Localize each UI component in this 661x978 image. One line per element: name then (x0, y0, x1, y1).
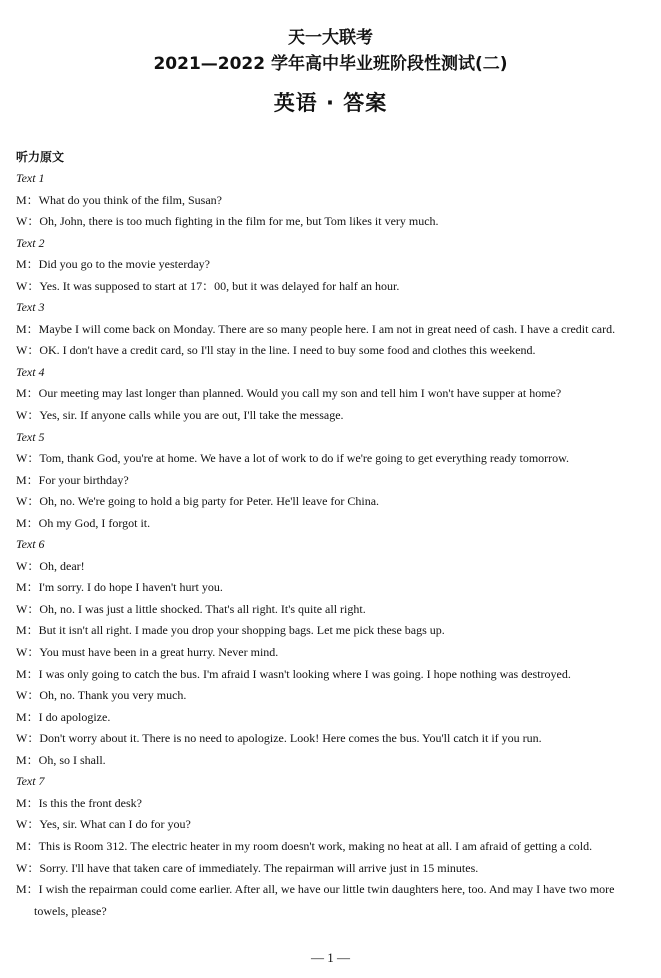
dialogue-line (16, 728, 648, 750)
speaker-label: M： (16, 192, 39, 207)
speaker-label: W： (16, 494, 40, 509)
dialogue-line (16, 707, 648, 729)
speaker-label: M： (16, 386, 39, 401)
subject-title: 英语 · 答案 (273, 91, 388, 115)
dialogue-text: I do apologize. (38, 709, 111, 724)
speaker-label: M： (16, 472, 39, 487)
dialogue-line (16, 470, 648, 492)
dialogue-text: I'm sorry. I do hope I haven't hurt you. (38, 580, 223, 595)
dialogue-text: Is this the front desk? (38, 795, 142, 810)
speaker-label: M： (16, 321, 39, 336)
speaker-label: W： (16, 817, 40, 832)
dialogue-text: This is Room 312. The electric heater in my room doesn't work, making no heat at all. I am afraid of getting a cold. (38, 838, 593, 853)
speaker-label: W： (16, 451, 40, 466)
speaker-label: M： (16, 795, 39, 810)
dialogue-line (16, 448, 648, 470)
dialogue-text: You must have been in a great hurry. Never mind. (39, 645, 279, 660)
dialogue-line (16, 793, 648, 815)
dialogue-text: OK. I don't have a credit card, so I'll stay in the line. I need to buy some food and clothes this weekend. (39, 343, 536, 358)
dialogue-text: Don't worry about it. There is no need to apologize. Look! Here comes the bus. You'll catch it if you run. (39, 731, 542, 746)
dialogue-text: Oh, so I shall. (38, 752, 106, 767)
dialogue-text: Oh my God, I forgot it. (38, 515, 151, 530)
dialogue-text: What do you think of the film, Susan? (38, 192, 222, 207)
text-label: Text 1 (16, 171, 45, 185)
dialogue-text: I wish the repairman could come earlier. After all, we have our little twin daughters here, too. And may I have two more towels, please? (34, 882, 615, 918)
speaker-label: W： (16, 214, 40, 229)
dialogue-line (16, 405, 648, 427)
dialogue-text: Oh, no. Thank you very much. (39, 688, 187, 703)
dialogue-line (16, 513, 648, 535)
dialogue-line (16, 577, 648, 599)
dialogue-line (16, 491, 648, 513)
dialogue-line (16, 836, 648, 858)
text-label: Text 3 (16, 300, 45, 315)
speaker-label: W： (16, 860, 40, 875)
speaker-label: M： (16, 257, 39, 272)
exam-title: 2021—2022 学年高中毕业班阶段性测试(二) (153, 54, 508, 74)
dialogue-line (16, 319, 648, 341)
dialogue-text: Maybe I will come back on Monday. There are so many people here. I am not in great need of cash. I have a credit card. (38, 321, 616, 336)
dialogue-line (16, 879, 648, 922)
dialogue-line (16, 276, 648, 298)
dialogue-line (16, 664, 648, 686)
speaker-label: M： (16, 838, 39, 853)
dialogue-line (16, 254, 648, 276)
dialogue-line (16, 190, 648, 212)
text-label: Text 2 (16, 235, 45, 250)
page-number: — 1 — (311, 950, 350, 965)
exam-organizer: 天一大联考 (288, 28, 373, 48)
dialogue-text: But it isn't all right. I made you drop your shopping bags. Let me pick these bags up. (38, 623, 445, 638)
speaker-label: M： (16, 752, 39, 767)
dialogue-line (16, 642, 648, 664)
speaker-label: M： (16, 666, 39, 681)
transcript (16, 168, 648, 922)
dialogue-text: Our meeting may last longer than planned. Would you call my son and tell him I won't have supper at home? (38, 386, 562, 401)
speaker-label: W： (16, 408, 40, 423)
section-title: 听力原文 (16, 150, 65, 164)
dialogue-line (16, 620, 648, 642)
dialogue-line (16, 556, 648, 578)
dialogue-line (16, 814, 648, 836)
speaker-label: M： (16, 709, 39, 724)
speaker-label: W： (16, 688, 40, 703)
speaker-label: M： (16, 882, 39, 897)
dialogue-text: For your birthday? (38, 472, 129, 487)
text-label: Text 5 (16, 429, 45, 444)
document-header (0, 0, 661, 116)
dialogue-text: Oh, no. We're going to hold a big party for Peter. He'll leave for China. (39, 494, 380, 509)
dialogue-text: Did you go to the movie yesterday? (38, 257, 210, 272)
dialogue-text: Oh, dear! (39, 558, 85, 573)
text-label: Text 6 (16, 537, 45, 552)
speaker-label: W： (16, 558, 40, 573)
dialogue-text: Oh, John, there is too much fighting in the film for me, but Tom likes it very much. (39, 214, 439, 229)
speaker-label: W： (16, 645, 40, 660)
dialogue-text: Sorry. I'll have that taken care of immediately. The repairman will arrive just in 15 minutes. (39, 860, 479, 875)
dialogue-text: Yes, sir. What can I do for you? (39, 817, 191, 832)
dialogue-text: Tom, thank God, you're at home. We have a lot of work to do if we're going to get everything ready tomorrow. (39, 451, 570, 466)
text-label: Text 7 (16, 774, 45, 789)
speaker-label: M： (16, 515, 39, 530)
dialogue-line (16, 383, 648, 405)
dialogue-text: Yes. It was supposed to start at 17：00, but it was delayed for half an hour. (39, 278, 400, 293)
speaker-label: W： (16, 601, 40, 616)
dialogue-line (16, 599, 648, 621)
dialogue-text: Oh, no. I was just a little shocked. That's all right. It's quite all right. (39, 601, 366, 616)
dialogue-text: I was only going to catch the bus. I'm afraid I wasn't looking where I was going. I hope nothing was destroyed. (38, 666, 571, 681)
speaker-label: M： (16, 623, 39, 638)
speaker-label: W： (16, 731, 40, 746)
speaker-label: M： (16, 580, 39, 595)
dialogue-line (16, 750, 648, 772)
dialogue-line (16, 858, 648, 880)
text-label: Text 4 (16, 364, 45, 379)
dialogue-line (16, 211, 648, 233)
dialogue-line (16, 685, 648, 707)
dialogue-text: Yes, sir. If anyone calls while you are out, I'll take the message. (39, 408, 344, 423)
speaker-label: W： (16, 278, 40, 293)
speaker-label: W： (16, 343, 40, 358)
dialogue-line (16, 340, 648, 362)
